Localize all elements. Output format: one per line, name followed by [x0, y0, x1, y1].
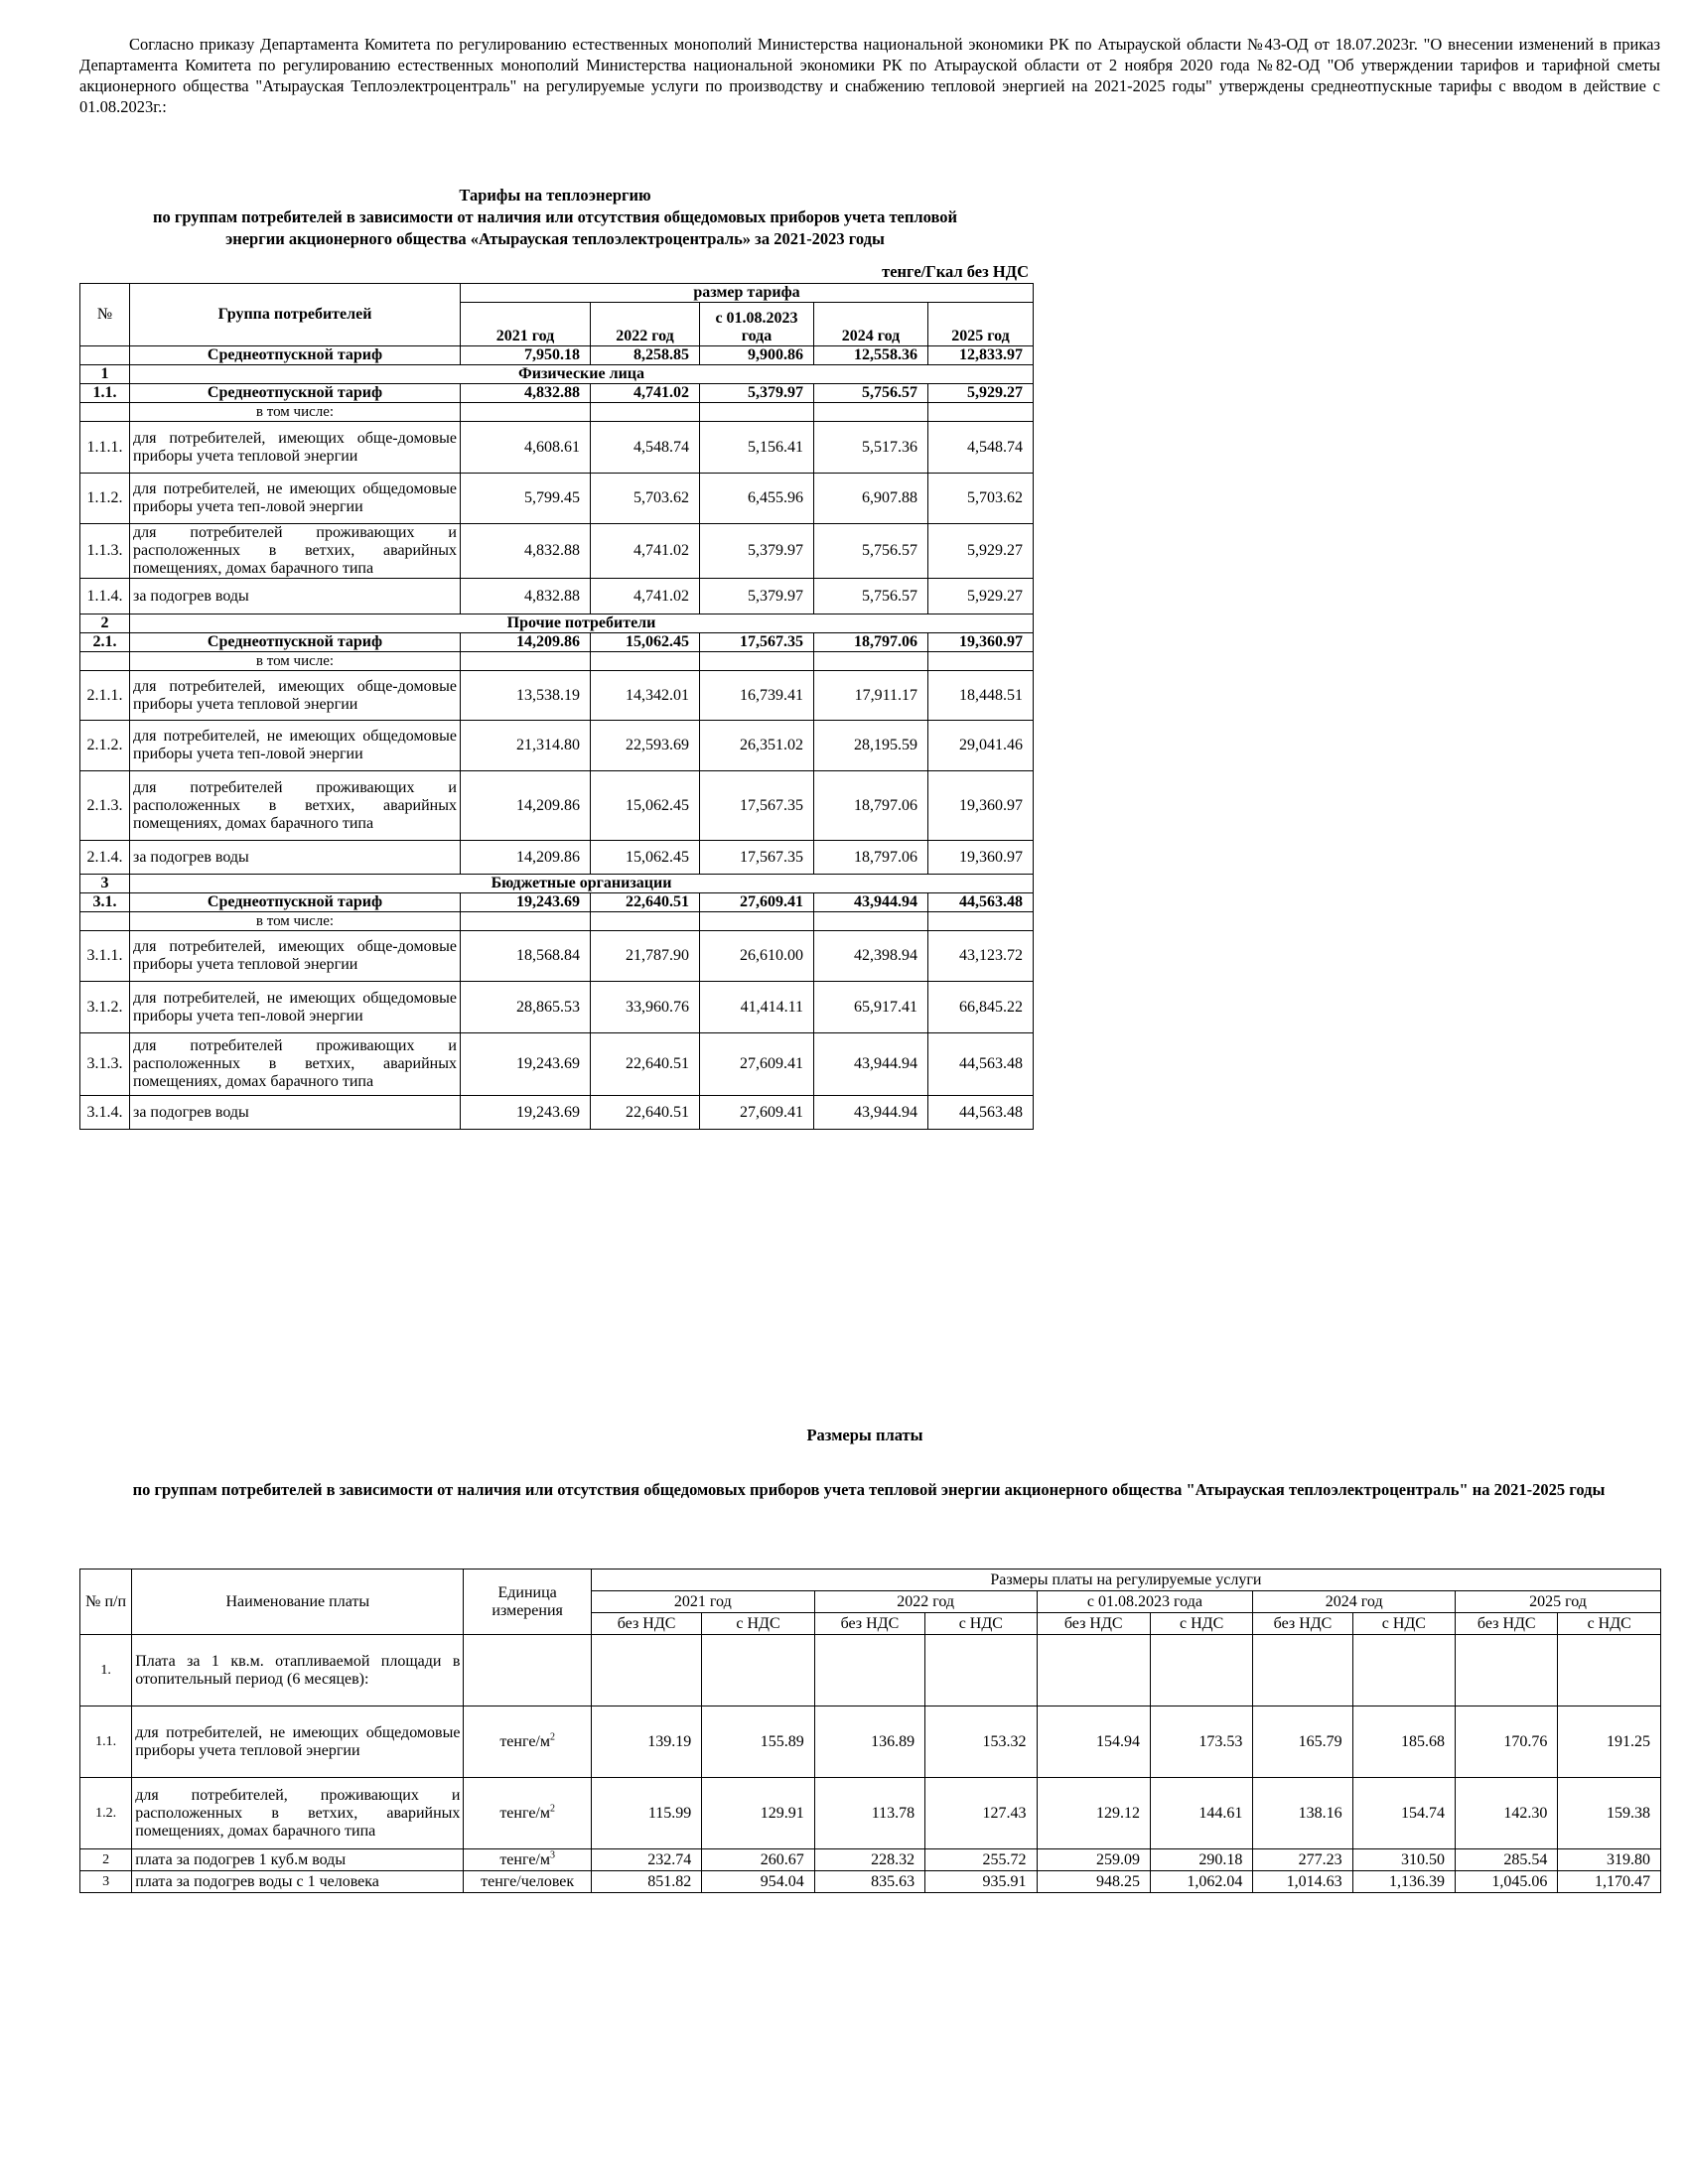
row-num: 2 — [80, 1849, 132, 1871]
fee-value: 851.82 — [591, 1871, 701, 1893]
tariff-row — [80, 671, 1034, 721]
fee-value: 260.67 — [702, 1849, 814, 1871]
fee-value — [1037, 1635, 1150, 1706]
including-row — [80, 652, 1034, 671]
row-label: Среднеотпускной тариф — [130, 346, 461, 365]
tariff-value: 43,944.94 — [814, 1096, 928, 1130]
header-year: 2025 год — [1456, 1591, 1661, 1613]
tariff-value: 14,209.86 — [461, 841, 591, 875]
tariff-value: 5,799.45 — [461, 474, 591, 524]
tariff-value: 4,608.61 — [461, 422, 591, 474]
tariff-value: 4,548.74 — [591, 422, 700, 474]
fee-value: 127.43 — [925, 1778, 1037, 1849]
tariff-value: 14,209.86 — [461, 771, 591, 841]
tariff-value: 12,833.97 — [928, 346, 1034, 365]
tariff-row — [80, 1096, 1034, 1130]
tariff-value: 5,756.57 — [814, 384, 928, 403]
fee-value: 144.61 — [1150, 1778, 1252, 1849]
empty-cell — [928, 652, 1034, 671]
tariff-value: 19,243.69 — [461, 1096, 591, 1130]
tariff-value: 5,156.41 — [700, 422, 814, 474]
tariff-value: 18,797.06 — [814, 841, 928, 875]
tariff-value: 19,360.97 — [928, 771, 1034, 841]
unit-text: тенге/м — [499, 1850, 550, 1868]
row-num: 1.1. — [80, 1706, 132, 1778]
fee-value: 138.16 — [1253, 1778, 1352, 1849]
unit-exponent: 3 — [550, 1849, 555, 1861]
row-num — [80, 403, 130, 422]
fee-value: 155.89 — [702, 1706, 814, 1778]
tariff-table — [79, 283, 1034, 1130]
empty-cell — [591, 652, 700, 671]
fee-value: 159.38 — [1558, 1778, 1661, 1849]
header-unit: Единица измерения — [464, 1570, 591, 1635]
including-label: в том числе: — [130, 403, 461, 422]
row-num: 2.1.4. — [80, 841, 130, 875]
section-row — [80, 875, 1034, 893]
tariff-value: 5,379.97 — [700, 384, 814, 403]
tariff-value: 5,756.57 — [814, 579, 928, 614]
row-num: 3.1.2. — [80, 982, 130, 1033]
tariff-value: 4,832.88 — [461, 524, 591, 579]
tariff-value: 27,609.41 — [700, 1033, 814, 1096]
table2-title: Размеры платы — [806, 1426, 923, 1444]
tariff-value: 44,563.48 — [928, 1033, 1034, 1096]
tariff-row — [80, 841, 1034, 875]
header-year: 2022 год — [591, 303, 700, 346]
tariff-value: 22,640.51 — [591, 1096, 700, 1130]
row-unit — [464, 1778, 591, 1849]
tariff-value: 43,944.94 — [814, 893, 928, 912]
empty-cell — [814, 403, 928, 422]
row-label: для потребителей, не имеющих общедомовые приборы учета теп-ловой энергии — [130, 474, 461, 524]
fee-value: 277.23 — [1253, 1849, 1352, 1871]
overall-average-row — [80, 346, 1034, 365]
header-year: 2021 год — [591, 1591, 814, 1613]
tariff-value: 21,787.90 — [591, 931, 700, 982]
tariff-value: 5,929.27 — [928, 524, 1034, 579]
row-num: 1.1. — [80, 384, 130, 403]
row-label: Среднеотпускной тариф — [130, 384, 461, 403]
fee-value: 170.76 — [1456, 1706, 1558, 1778]
section-num: 1 — [80, 365, 130, 384]
tariff-value: 6,455.96 — [700, 474, 814, 524]
header-without-vat: без НДС — [1253, 1613, 1352, 1635]
fee-value: 1,045.06 — [1456, 1871, 1558, 1893]
tariff-value: 19,360.97 — [928, 633, 1034, 652]
row-name: Плата за 1 кв.м. отапливаемой площади в отопительный период (6 месяцев): — [132, 1635, 464, 1706]
fee-value: 948.25 — [1037, 1871, 1150, 1893]
empty-cell — [700, 403, 814, 422]
tariff-value: 44,563.48 — [928, 1096, 1034, 1130]
tariff-value: 18,797.06 — [814, 633, 928, 652]
row-name: для потребителей, проживающих и расположенных в ветхих, аварийных помещениях, домах барачного типа — [132, 1778, 464, 1849]
section-name: Прочие потребители — [130, 614, 1034, 633]
section-name: Физические лица — [130, 365, 1034, 384]
section-row — [80, 365, 1034, 384]
empty-cell — [700, 912, 814, 931]
table1-unit: тенге/Гкал без НДС — [882, 262, 1029, 281]
tariff-value: 43,944.94 — [814, 1033, 928, 1096]
fee-value — [1352, 1635, 1455, 1706]
tariff-value: 8,258.85 — [591, 346, 700, 365]
fee-value — [925, 1635, 1037, 1706]
header-with-vat: с НДС — [1150, 1613, 1252, 1635]
tariff-value: 12,558.36 — [814, 346, 928, 365]
row-label: для потребителей, не имеющих общедомовые приборы учета теп-ловой энергии — [130, 982, 461, 1033]
empty-cell — [461, 652, 591, 671]
tariff-value: 27,609.41 — [700, 893, 814, 912]
empty-cell — [461, 912, 591, 931]
tariff-value: 29,041.46 — [928, 721, 1034, 771]
fee-value: 310.50 — [1352, 1849, 1455, 1871]
tariff-value: 4,741.02 — [591, 579, 700, 614]
header-year: 2024 год — [1253, 1591, 1456, 1613]
intro-paragraph: Согласно приказу Департамента Комитета по регулированию естественных монополий Министерства национальной экономики РК по Атырауской области №43-ОД от 18.07.2023г. "О внесении изменений в приказ Департамента Комитета по регулированию естественных монополий Министерства национальной экономики РК по Атырауской области от 2 ноября 2020 года №82-ОД "Об утверждении тарифов и тарифной сметы акционерного общества "Атырауская Теплоэлектроцентраль" на регулируемые услуги по производству и снабжению тепловой энергией на 2021-2025 годы" утверждены среднеотпускные тарифы с вводом в действие с 01.08.2023г.: — [79, 35, 1660, 116]
row-unit — [464, 1635, 591, 1706]
tariff-value: 14,342.01 — [591, 671, 700, 721]
fee-value: 1,170.47 — [1558, 1871, 1661, 1893]
header-name: Наименование платы — [132, 1570, 464, 1635]
row-num — [80, 346, 130, 365]
tariff-value: 15,062.45 — [591, 841, 700, 875]
header-with-vat: с НДС — [925, 1613, 1037, 1635]
fee-value: 129.91 — [702, 1778, 814, 1849]
header-group: Группа потребителей — [130, 284, 461, 346]
row-num: 2.1.2. — [80, 721, 130, 771]
row-name: для потребителей, не имеющих общедомовые приборы учета тепловой энергии — [132, 1706, 464, 1778]
fee-row — [80, 1706, 1661, 1778]
empty-cell — [814, 912, 928, 931]
tariff-value: 5,379.97 — [700, 579, 814, 614]
tariff-value: 15,062.45 — [591, 771, 700, 841]
tariff-value: 28,865.53 — [461, 982, 591, 1033]
row-label: Среднеотпускной тариф — [130, 893, 461, 912]
row-label: для потребителей проживающих и расположенных в ветхих, аварийных помещениях, домах барачного типа — [130, 1033, 461, 1096]
fee-value: 259.09 — [1037, 1849, 1150, 1871]
row-num: 1.1.3. — [80, 524, 130, 579]
tariff-value: 4,548.74 — [928, 422, 1034, 474]
tariff-value: 65,917.41 — [814, 982, 928, 1033]
unit-text: тенге/человек — [481, 1872, 575, 1890]
unit-exponent: 2 — [550, 1803, 555, 1815]
tariff-row — [80, 524, 1034, 579]
unit-text: тенге/м — [499, 1732, 550, 1750]
fee-row — [80, 1778, 1661, 1849]
header-year: 2022 год — [814, 1591, 1037, 1613]
tariff-value: 18,797.06 — [814, 771, 928, 841]
tariff-value: 33,960.76 — [591, 982, 700, 1033]
tariff-row — [80, 721, 1034, 771]
fee-row — [80, 1849, 1661, 1871]
tariff-value: 17,567.35 — [700, 771, 814, 841]
tariff-value: 7,950.18 — [461, 346, 591, 365]
table1-title — [79, 185, 1031, 250]
row-label: для потребителей, имеющих обще-домовые приборы учета тепловой энергии — [130, 931, 461, 982]
tariff-row — [80, 982, 1034, 1033]
fee-value: 185.68 — [1352, 1706, 1455, 1778]
row-label: для потребителей, имеющих обще-домовые приборы учета тепловой энергии — [130, 422, 461, 474]
tariff-value: 6,907.88 — [814, 474, 928, 524]
tariff-row — [80, 422, 1034, 474]
fee-value: 115.99 — [591, 1778, 701, 1849]
row-name: плата за подогрев воды с 1 человека — [132, 1871, 464, 1893]
fee-value: 154.94 — [1037, 1706, 1150, 1778]
row-label: за подогрев воды — [130, 1096, 461, 1130]
row-label: для потребителей, имеющих обще-домовые приборы учета тепловой энергии — [130, 671, 461, 721]
tariff-value: 43,123.72 — [928, 931, 1034, 982]
tariff-value: 22,593.69 — [591, 721, 700, 771]
fee-value: 228.32 — [814, 1849, 924, 1871]
fee-row — [80, 1635, 1661, 1706]
row-num: 3 — [80, 1871, 132, 1893]
header-with-vat: с НДС — [702, 1613, 814, 1635]
table1-title-line: Тарифы на теплоэнергию — [459, 186, 651, 205]
row-num: 2.1.3. — [80, 771, 130, 841]
tariff-row — [80, 474, 1034, 524]
tariff-value: 5,929.27 — [928, 384, 1034, 403]
row-num: 1.2. — [80, 1778, 132, 1849]
header-with-vat: с НДС — [1558, 1613, 1661, 1635]
tariff-value: 5,756.57 — [814, 524, 928, 579]
empty-cell — [814, 652, 928, 671]
header-year: 2025 год — [928, 303, 1034, 346]
table1-header-row — [80, 284, 1034, 303]
empty-cell — [461, 403, 591, 422]
tariff-value: 26,351.02 — [700, 721, 814, 771]
fee-value: 290.18 — [1150, 1849, 1252, 1871]
tariff-value: 4,741.02 — [591, 524, 700, 579]
row-num — [80, 912, 130, 931]
empty-cell — [700, 652, 814, 671]
header-without-vat: без НДС — [591, 1613, 701, 1635]
fee-value — [702, 1635, 814, 1706]
header-year: 2021 год — [461, 303, 591, 346]
header-num: № п/п — [80, 1570, 132, 1635]
fee-value: 153.32 — [925, 1706, 1037, 1778]
unit-text: тенге/м — [499, 1804, 550, 1822]
tariff-row — [80, 579, 1034, 614]
section-num: 3 — [80, 875, 130, 893]
tariff-value: 5,379.97 — [700, 524, 814, 579]
row-label: для потребителей проживающих и расположенных в ветхих, аварийных помещениях, домах барачного типа — [130, 524, 461, 579]
row-num: 3.1. — [80, 893, 130, 912]
tariff-value: 28,195.59 — [814, 721, 928, 771]
row-name: плата за подогрев 1 куб.м воды — [132, 1849, 464, 1871]
tariff-value: 26,610.00 — [700, 931, 814, 982]
row-label: за подогрев воды — [130, 841, 461, 875]
table2-header-row — [80, 1570, 1661, 1591]
section-num: 2 — [80, 614, 130, 633]
unit-exponent: 2 — [550, 1731, 555, 1743]
row-num: 1.1.1. — [80, 422, 130, 474]
header-with-vat: с НДС — [1352, 1613, 1455, 1635]
tariff-row — [80, 771, 1034, 841]
including-row — [80, 912, 1034, 931]
tariff-value: 18,568.84 — [461, 931, 591, 982]
fee-value: 1,136.39 — [1352, 1871, 1455, 1893]
tariff-value: 21,314.80 — [461, 721, 591, 771]
fee-value: 1,062.04 — [1150, 1871, 1252, 1893]
fee-value — [591, 1635, 701, 1706]
header-tariff: размер тарифа — [461, 284, 1034, 303]
row-unit — [464, 1849, 591, 1871]
fee-value: 129.12 — [1037, 1778, 1150, 1849]
tariff-value: 16,739.41 — [700, 671, 814, 721]
row-num: 1.1.4. — [80, 579, 130, 614]
row-num: 3.1.3. — [80, 1033, 130, 1096]
table1-title-line: по группам потребителей в зависимости от наличия или отсутствия общедомовых приборов учета тепловой — [152, 207, 958, 226]
section-average-row — [80, 384, 1034, 403]
tariff-value: 22,640.51 — [591, 893, 700, 912]
row-label: Среднеотпускной тариф — [130, 633, 461, 652]
row-num: 3.1.4. — [80, 1096, 130, 1130]
fee-value — [1456, 1635, 1558, 1706]
empty-cell — [591, 403, 700, 422]
fee-value: 319.80 — [1558, 1849, 1661, 1871]
row-label: за подогрев воды — [130, 579, 461, 614]
header-group: Размеры платы на регулируемые услуги — [591, 1570, 1660, 1591]
row-num: 2.1. — [80, 633, 130, 652]
fee-value: 136.89 — [814, 1706, 924, 1778]
section-average-row — [80, 893, 1034, 912]
header-year: с 01.08.2023 года — [1037, 1591, 1253, 1613]
tariff-value: 5,703.62 — [928, 474, 1034, 524]
fee-value: 935.91 — [925, 1871, 1037, 1893]
fees-table — [79, 1569, 1661, 1893]
tariff-value: 17,567.35 — [700, 841, 814, 875]
row-num: 3.1.1. — [80, 931, 130, 982]
fee-value: 191.25 — [1558, 1706, 1661, 1778]
tariff-value: 41,414.11 — [700, 982, 814, 1033]
empty-cell — [928, 912, 1034, 931]
tariff-value: 5,929.27 — [928, 579, 1034, 614]
tariff-value: 5,703.62 — [591, 474, 700, 524]
header-year: 2024 год — [814, 303, 928, 346]
tariff-value: 19,243.69 — [461, 1033, 591, 1096]
fee-value: 139.19 — [591, 1706, 701, 1778]
tariff-value: 66,845.22 — [928, 982, 1034, 1033]
tariff-value: 17,911.17 — [814, 671, 928, 721]
row-label: для потребителей проживающих и расположенных в ветхих, аварийных помещениях, домах барачного типа — [130, 771, 461, 841]
header-year: с 01.08.2023 года — [700, 303, 814, 346]
section-name: Бюджетные организации — [130, 875, 1034, 893]
tariff-value: 15,062.45 — [591, 633, 700, 652]
fee-value: 154.74 — [1352, 1778, 1455, 1849]
fee-value — [1253, 1635, 1352, 1706]
row-num — [80, 652, 130, 671]
section-average-row — [80, 633, 1034, 652]
tariff-value: 14,209.86 — [461, 633, 591, 652]
table2-subtitle: по группам потребителей в зависимости от наличия или отсутствия общедомовых приборов учета тепловой энергии акционерного общества "Атырауская теплоэлектроцентраль" на 2021-2025 годы — [132, 1480, 1606, 1499]
row-num: 1.1.2. — [80, 474, 130, 524]
row-unit — [464, 1871, 591, 1893]
fee-value: 835.63 — [814, 1871, 924, 1893]
including-label: в том числе: — [130, 652, 461, 671]
tariff-value: 13,538.19 — [461, 671, 591, 721]
fee-value: 113.78 — [814, 1778, 924, 1849]
table1-title-line: энергии акционерного общества «Атырауская теплоэлектроцентраль» за 2021-2023 годы — [225, 229, 885, 248]
header-without-vat: без НДС — [814, 1613, 924, 1635]
header-without-vat: без НДС — [1037, 1613, 1150, 1635]
fee-value: 1,014.63 — [1253, 1871, 1352, 1893]
tariff-value: 44,563.48 — [928, 893, 1034, 912]
tariff-value: 19,360.97 — [928, 841, 1034, 875]
empty-cell — [928, 403, 1034, 422]
header-without-vat: без НДС — [1456, 1613, 1558, 1635]
tariff-value: 22,640.51 — [591, 1033, 700, 1096]
fee-value: 173.53 — [1150, 1706, 1252, 1778]
including-label: в том числе: — [130, 912, 461, 931]
fee-value — [814, 1635, 924, 1706]
row-num: 1. — [80, 1635, 132, 1706]
fee-value: 285.54 — [1456, 1849, 1558, 1871]
tariff-value: 27,609.41 — [700, 1096, 814, 1130]
tariff-value: 19,243.69 — [461, 893, 591, 912]
fee-row — [80, 1871, 1661, 1893]
tariff-value: 4,832.88 — [461, 384, 591, 403]
fee-value: 954.04 — [702, 1871, 814, 1893]
fee-value: 142.30 — [1456, 1778, 1558, 1849]
fee-value: 165.79 — [1253, 1706, 1352, 1778]
row-unit — [464, 1706, 591, 1778]
row-num: 2.1.1. — [80, 671, 130, 721]
tariff-value: 4,741.02 — [591, 384, 700, 403]
fee-value: 232.74 — [591, 1849, 701, 1871]
tariff-value: 42,398.94 — [814, 931, 928, 982]
fee-value — [1150, 1635, 1252, 1706]
tariff-value: 9,900.86 — [700, 346, 814, 365]
fee-value: 255.72 — [925, 1849, 1037, 1871]
tariff-value: 17,567.35 — [700, 633, 814, 652]
tariff-value: 5,517.36 — [814, 422, 928, 474]
fee-value — [1558, 1635, 1661, 1706]
empty-cell — [591, 912, 700, 931]
tariff-value: 18,448.51 — [928, 671, 1034, 721]
section-row — [80, 614, 1034, 633]
tariff-row — [80, 931, 1034, 982]
including-row — [80, 403, 1034, 422]
tariff-value: 4,832.88 — [461, 579, 591, 614]
header-num: № — [80, 284, 130, 346]
row-label: для потребителей, не имеющих общедомовые приборы учета теп-ловой энергии — [130, 721, 461, 771]
tariff-row — [80, 1033, 1034, 1096]
